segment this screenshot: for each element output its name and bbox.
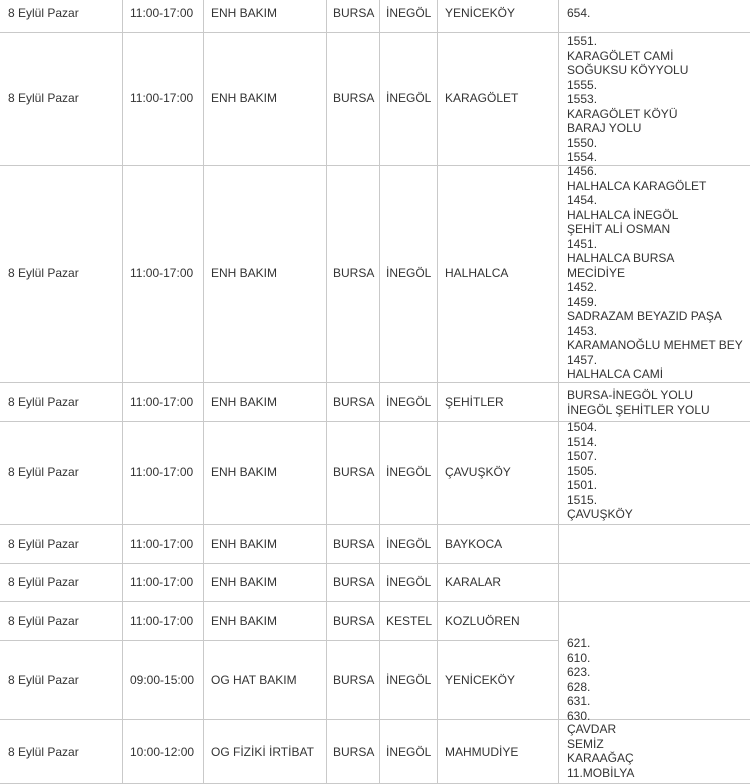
date-cell: 8 Eylül Pazar	[8, 91, 79, 105]
neighborhood-cell: YENİCEKÖY	[445, 6, 516, 20]
street-item: 1515.	[567, 492, 598, 507]
street-item: ÇAVUŞKÖY	[567, 507, 633, 521]
work-type-cell: ENH BAKIM	[211, 91, 278, 105]
neighborhood-cell: KARAGÖLET	[445, 91, 519, 105]
street-item: 11.MOBİLYA	[567, 765, 635, 780]
district-cell: KESTEL	[386, 614, 433, 628]
street-item: 1452.	[567, 280, 598, 294]
street-item: KARAGÖLET CAMİ	[567, 48, 674, 63]
neighborhood-cell: KARALAR	[445, 575, 502, 589]
date-cell: 8 Eylül Pazar	[8, 537, 79, 551]
street-item: ÇAVDAR	[567, 722, 617, 736]
column-divider	[122, 0, 123, 784]
street-item: 1459.	[567, 294, 598, 309]
column-divider	[326, 0, 327, 784]
neighborhood-cell: ÇAVUŞKÖY	[445, 465, 511, 479]
neighborhood-cell: KOZLUÖREN	[445, 614, 520, 628]
street-list	[567, 34, 688, 165]
district-cell: İNEGÖL	[386, 465, 432, 479]
street-item: 1554.	[567, 150, 598, 164]
district-cell: İNEGÖL	[386, 6, 432, 20]
district-cell: İNEGÖL	[386, 537, 432, 551]
street-item: 1507.	[567, 449, 598, 463]
street-item: 610.	[567, 650, 591, 665]
city-cell: BURSA	[333, 91, 375, 105]
street-item: 1514.	[567, 434, 598, 449]
work-type-cell: ENH BAKIM	[211, 395, 278, 409]
date-cell: 8 Eylül Pazar	[8, 395, 79, 409]
date-cell: 8 Eylül Pazar	[8, 575, 79, 589]
time-cell: 11:00-17:00	[130, 266, 194, 280]
street-item: 1451.	[567, 236, 598, 251]
neighborhood-cell: HALHALCA	[445, 266, 509, 280]
street-item: 1553.	[567, 92, 598, 106]
street-item: HALHALCA BURSA	[567, 251, 675, 265]
district-cell: İNEGÖL	[386, 575, 432, 589]
district-cell: İNEGÖL	[386, 673, 432, 687]
row-divider	[0, 421, 750, 422]
street-item: 623.	[567, 665, 591, 679]
street-item: SOĞUKSU KÖYYOLU	[567, 63, 689, 77]
column-divider	[558, 0, 559, 784]
street-item: 630.	[567, 708, 591, 723]
city-cell: BURSA	[333, 465, 375, 479]
row-divider	[0, 32, 750, 33]
street-item: 1551.	[567, 34, 598, 48]
work-type-cell: ENH BAKIM	[211, 266, 278, 280]
street-item: BURSA-İNEGÖL YOLU	[567, 388, 694, 402]
row-divider	[0, 563, 750, 564]
work-type-cell: ENH BAKIM	[211, 465, 278, 479]
date-cell: 8 Eylül Pazar	[8, 614, 79, 628]
district-cell: İNEGÖL	[386, 266, 432, 280]
time-cell: 09:00-15:00	[130, 673, 195, 687]
street-item: 1456.	[567, 164, 598, 178]
work-type-cell: ENH BAKIM	[211, 614, 278, 628]
street-item: HALHALCA CAMİ	[567, 367, 664, 381]
city-cell: BURSA	[333, 266, 375, 280]
time-cell: 11:00-17:00	[130, 614, 194, 628]
street-list	[567, 388, 710, 417]
city-cell: BURSA	[333, 575, 375, 589]
date-cell: 8 Eylül Pazar	[8, 6, 79, 20]
street-item: KARAMANOĞLU MEHMET BEY	[567, 338, 743, 352]
work-type-cell: OG FİZİKİ İRTİBAT	[211, 745, 314, 759]
street-item: 628.	[567, 679, 591, 694]
city-cell: BURSA	[333, 537, 375, 551]
neighborhood-cell: BAYKOCA	[445, 537, 503, 551]
work-type-cell: OG HAT BAKIM	[211, 673, 297, 687]
street-item: HALHALCA KARAGÖLET	[567, 178, 707, 193]
date-cell: 8 Eylül Pazar	[8, 465, 79, 479]
street-item: 631.	[567, 694, 591, 708]
time-cell: 11:00-17:00	[130, 91, 194, 105]
time-cell: 11:00-17:00	[130, 465, 194, 479]
street-item: 1501.	[567, 478, 598, 492]
street-list	[567, 6, 590, 21]
city-cell: BURSA	[333, 6, 375, 20]
street-item: SADRAZAM BEYAZID PAŞA	[567, 309, 722, 323]
date-cell: 8 Eylül Pazar	[8, 673, 79, 687]
street-item: KARAAĞAÇ	[567, 751, 634, 765]
street-item: 1550.	[567, 135, 598, 150]
street-item: 1505.	[567, 463, 598, 478]
street-item: 654.	[567, 6, 591, 20]
street-item: 621.	[567, 636, 591, 650]
time-cell: 11:00-17:00	[130, 575, 194, 589]
time-cell: 11:00-17:00	[130, 395, 194, 409]
time-cell: 11:00-17:00	[130, 6, 194, 20]
street-item: MECİDİYE	[567, 265, 626, 280]
street-item: 1504.	[567, 420, 598, 434]
column-divider	[437, 0, 438, 784]
neighborhood-cell: ŞEHİTLER	[445, 395, 504, 409]
district-cell: İNEGÖL	[386, 91, 432, 105]
street-list	[567, 722, 634, 780]
column-divider	[379, 0, 380, 784]
date-cell: 8 Eylül Pazar	[8, 745, 79, 759]
street-item: 1457.	[567, 352, 598, 367]
row-divider	[0, 382, 750, 383]
street-item: 1555.	[567, 77, 598, 92]
street-item: İNEGÖL ŞEHİTLER YOLU	[567, 402, 710, 417]
city-cell: BURSA	[333, 745, 375, 759]
street-list	[567, 420, 633, 522]
row-divider	[0, 640, 558, 641]
street-item: SEMİZ	[567, 736, 604, 751]
row-divider	[0, 524, 750, 525]
work-type-cell: ENH BAKIM	[211, 6, 278, 20]
city-cell: BURSA	[333, 395, 375, 409]
district-cell: İNEGÖL	[386, 745, 432, 759]
neighborhood-cell: MAHMUDİYE	[445, 745, 519, 759]
street-item: 1453.	[567, 323, 598, 338]
street-list	[567, 636, 590, 723]
work-type-cell: ENH BAKIM	[211, 575, 278, 589]
street-item: 1454.	[567, 193, 598, 207]
time-cell: 10:00-12:00	[130, 745, 195, 759]
city-cell: BURSA	[333, 614, 375, 628]
time-cell: 11:00-17:00	[130, 537, 194, 551]
work-type-cell: ENH BAKIM	[211, 537, 278, 551]
date-cell: 8 Eylül Pazar	[8, 266, 79, 280]
row-divider	[0, 719, 750, 720]
street-list	[567, 164, 743, 382]
street-item: HALHALCA İNEGÖL	[567, 207, 679, 222]
street-item: ŞEHİT ALİ OSMAN	[567, 222, 671, 236]
city-cell: BURSA	[333, 673, 375, 687]
row-divider	[0, 601, 750, 602]
street-item: BARAJ YOLU	[567, 121, 642, 135]
street-item: KARAGÖLET KÖYÜ	[567, 106, 678, 121]
neighborhood-cell: YENİCEKÖY	[445, 673, 516, 687]
column-divider	[203, 0, 204, 784]
district-cell: İNEGÖL	[386, 395, 432, 409]
